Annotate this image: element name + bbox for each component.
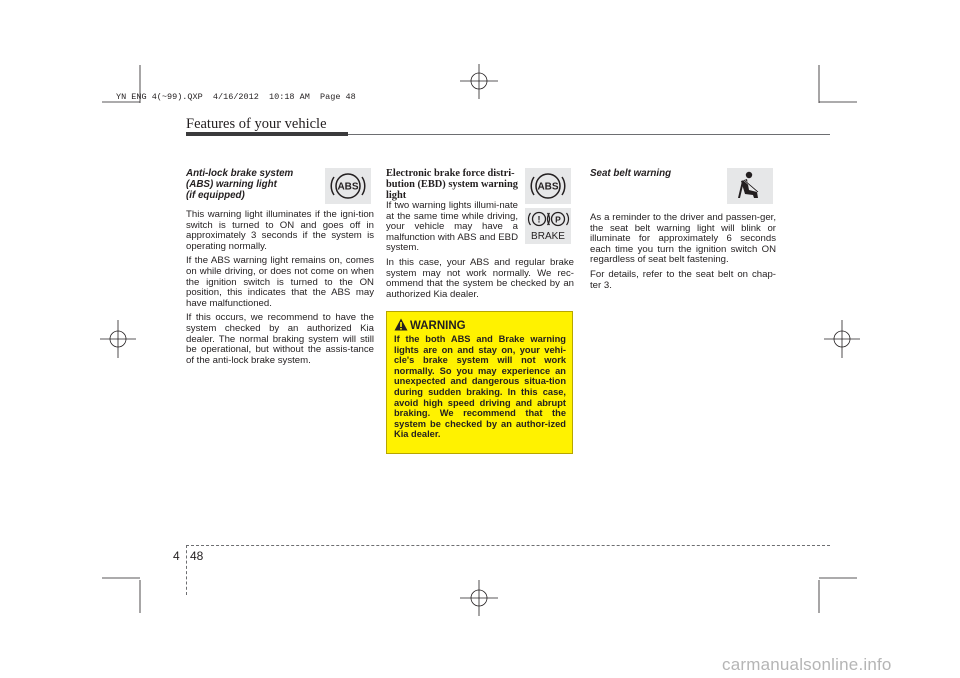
- abs-heading-line: (if equipped): [186, 190, 245, 201]
- section-number: 4: [173, 549, 180, 563]
- warning-body: If the both ABS and Brake warning lights are on and stay on, your vehi-cle's brake system will not work normally. So you may experience an unexpected and dangerous situa-tion during sudden braking. In this case, avoid high speed driving and abrupt braking. We recommend that the system be checked by an author-ized Kia dealer.: [394, 334, 566, 440]
- footer-divider: [186, 545, 187, 595]
- seat-belt-warning-icon: [727, 168, 773, 204]
- ebd-heading-line: bution (EBD) system warning: [386, 179, 518, 190]
- ebd-paragraph: If two warning lights illumi-nate at the same time while driving, your vehicle may have a malfunction with ABS and EBD system.: [386, 200, 518, 254]
- ebd-heading-line: Electronic brake force distri-: [386, 168, 515, 179]
- abs-icon: [325, 168, 371, 204]
- warning-triangle-icon: [394, 318, 408, 331]
- brake-warning-icon: [525, 208, 571, 244]
- abs-heading-line: Anti-lock brake system: [186, 168, 294, 179]
- abs-paragraph: If the ABS warning light remains on, comes on while driving, or does not come on when the ignition switch is turned to the ON position, this indicates that the ABS may have malfunctioned.: [186, 255, 374, 309]
- abs-icon-label: ABS: [337, 181, 359, 193]
- ebd-abs-icon: [525, 168, 571, 204]
- abs-paragraph: This warning light illuminates if the igni-tion switch is turned to ON and goes off in approximately 3 seconds if the system is operating normally.: [186, 209, 374, 252]
- ebd-abs-icon-label: ABS: [537, 181, 559, 193]
- seat-belt-heading: Seat belt warning: [590, 168, 672, 179]
- footer-rule: [186, 545, 830, 546]
- print-slug: YN ENG 4(~99).QXP 4/16/2012 10:18 AM Page 48: [116, 92, 356, 102]
- ebd-paragraph: In this case, your ABS and regular brake system may not work normally. We rec-ommend that the system be checked by an authorized Kia dealer.: [386, 256, 574, 300]
- page-number: 48: [190, 549, 204, 563]
- abs-icon: [525, 168, 571, 204]
- section-title: Features of your vehicle: [186, 116, 327, 132]
- abs-heading-line: (ABS) warning light: [186, 179, 277, 190]
- brake-icon-label: BRAKE: [531, 231, 565, 242]
- abs-paragraph: If this occurs, we recommend to have the system checked by an authorized Kia dealer. The normal braking system will still be operational, but without the assis-tance of the anti-lock brake system.: [186, 312, 374, 366]
- brake-icon: [525, 208, 571, 244]
- seat-belt-paragraph: For details, refer to the seat belt on chap-ter 3.: [590, 268, 776, 291]
- seat-belt-icon: [727, 168, 773, 204]
- ebd-heading-line: light: [386, 190, 407, 201]
- warning-title: WARNING: [410, 320, 466, 332]
- header-rule: [348, 134, 830, 135]
- svg-text:P: P: [555, 214, 561, 225]
- svg-text:!: !: [537, 214, 541, 225]
- watermark: carmanualsonline.info: [722, 655, 892, 674]
- header-bar: [186, 132, 348, 136]
- seat-belt-paragraph: As a reminder to the driver and passen-ger, the seat belt warning light will blink or illuminate for approximately 6 seconds each time you turn the ignition switch ON regardless of seat belt fastening.: [590, 212, 776, 266]
- abs-warning-icon: [325, 168, 371, 204]
